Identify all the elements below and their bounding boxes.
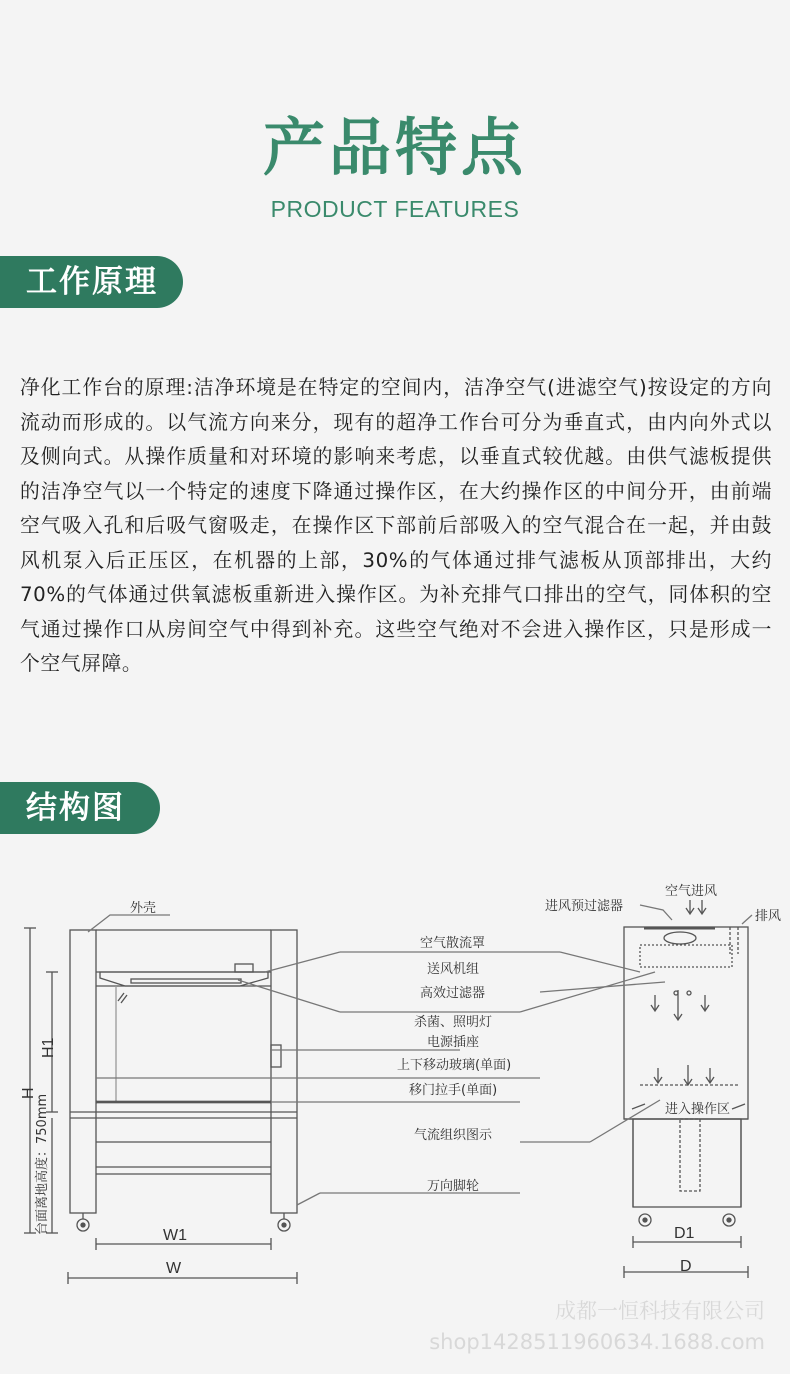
side-air-in-label: 空气进风 [665,884,718,899]
dim-W1: W1 [163,1227,187,1244]
page-subtitle: PRODUCT FEATURES [270,196,520,222]
watermark-shop: shop1428511960634.1688.com [429,1330,765,1354]
label-air-diffuser: 空气散流罩 [420,936,486,951]
blower-icon [664,932,696,944]
label-airflow-diagram: 气流组织图示 [414,1128,493,1143]
front-left-post [70,930,96,1213]
dim-D: D [680,1258,692,1275]
side-view-cabinet [624,927,748,1119]
dim-H1: H1 [40,1037,57,1058]
section-tab-working-principle: 工作原理 [0,256,183,308]
watermark-company: 成都一恒科技有限公司 [555,1299,765,1323]
side-exhaust-label: 排风 [755,909,782,924]
working-principle-paragraph: 净化工作台的原理:洁净环境是在特定的空间内，洁净空气(进滤空气)按设定的方向流动而形成的。以气流方向来分，现有的超净工作台可分为垂直式，由内向外式以及侧向式。从操作质量和对环境的影响来考虑，以垂直式较优越。由供气滤板提供的洁净空气以一个特定的速度下降通过操作区，在大约操作区的中间分开，由前端空气吸入孔和后吸气窗吸走，在操作区下部前后部吸入的空气混合在一起，并由鼓风机泵入后正压区，在机器的上部，30%的气体通过排气滤板从顶部排出，大约70%的气体通过供氧滤板重新进入操作区。为补充排气口排出的空气，同体积的空气通过操作口从房间空气中得到补充。这些空气绝对不会进入操作区，只是形成一个空气屏障。 [20,376,772,675]
table-height-note: 台面离地高度：750mm [35,1093,50,1235]
label-door-handle: 移门拉手(单面) [409,1083,498,1098]
dim-H: H [20,1087,37,1099]
side-bottom-text: 进入操作区 [665,1102,731,1117]
label-power-socket: 电源插座 [427,1035,480,1050]
shell-label: 外壳 [130,901,157,916]
structure-diagram [0,880,790,1300]
dim-W: W [166,1260,182,1277]
front-right-post [271,930,297,1213]
label-caster: 万向脚轮 [427,1179,480,1194]
label-uv-lighting: 杀菌、照明灯 [414,1015,493,1030]
label-sliding-glass: 上下移动玻璃(单面) [397,1058,512,1073]
section-tab-structure-diagram: 结构图 [0,782,160,834]
side-inlet-filter-label: 进风预过滤器 [545,899,624,914]
label-hepa-filter: 高效过滤器 [420,986,486,1001]
dim-D1: D1 [674,1225,695,1242]
label-blower-unit: 送风机组 [427,962,480,977]
power-socket [271,1045,281,1067]
page-title: 产品特点 [262,111,527,184]
